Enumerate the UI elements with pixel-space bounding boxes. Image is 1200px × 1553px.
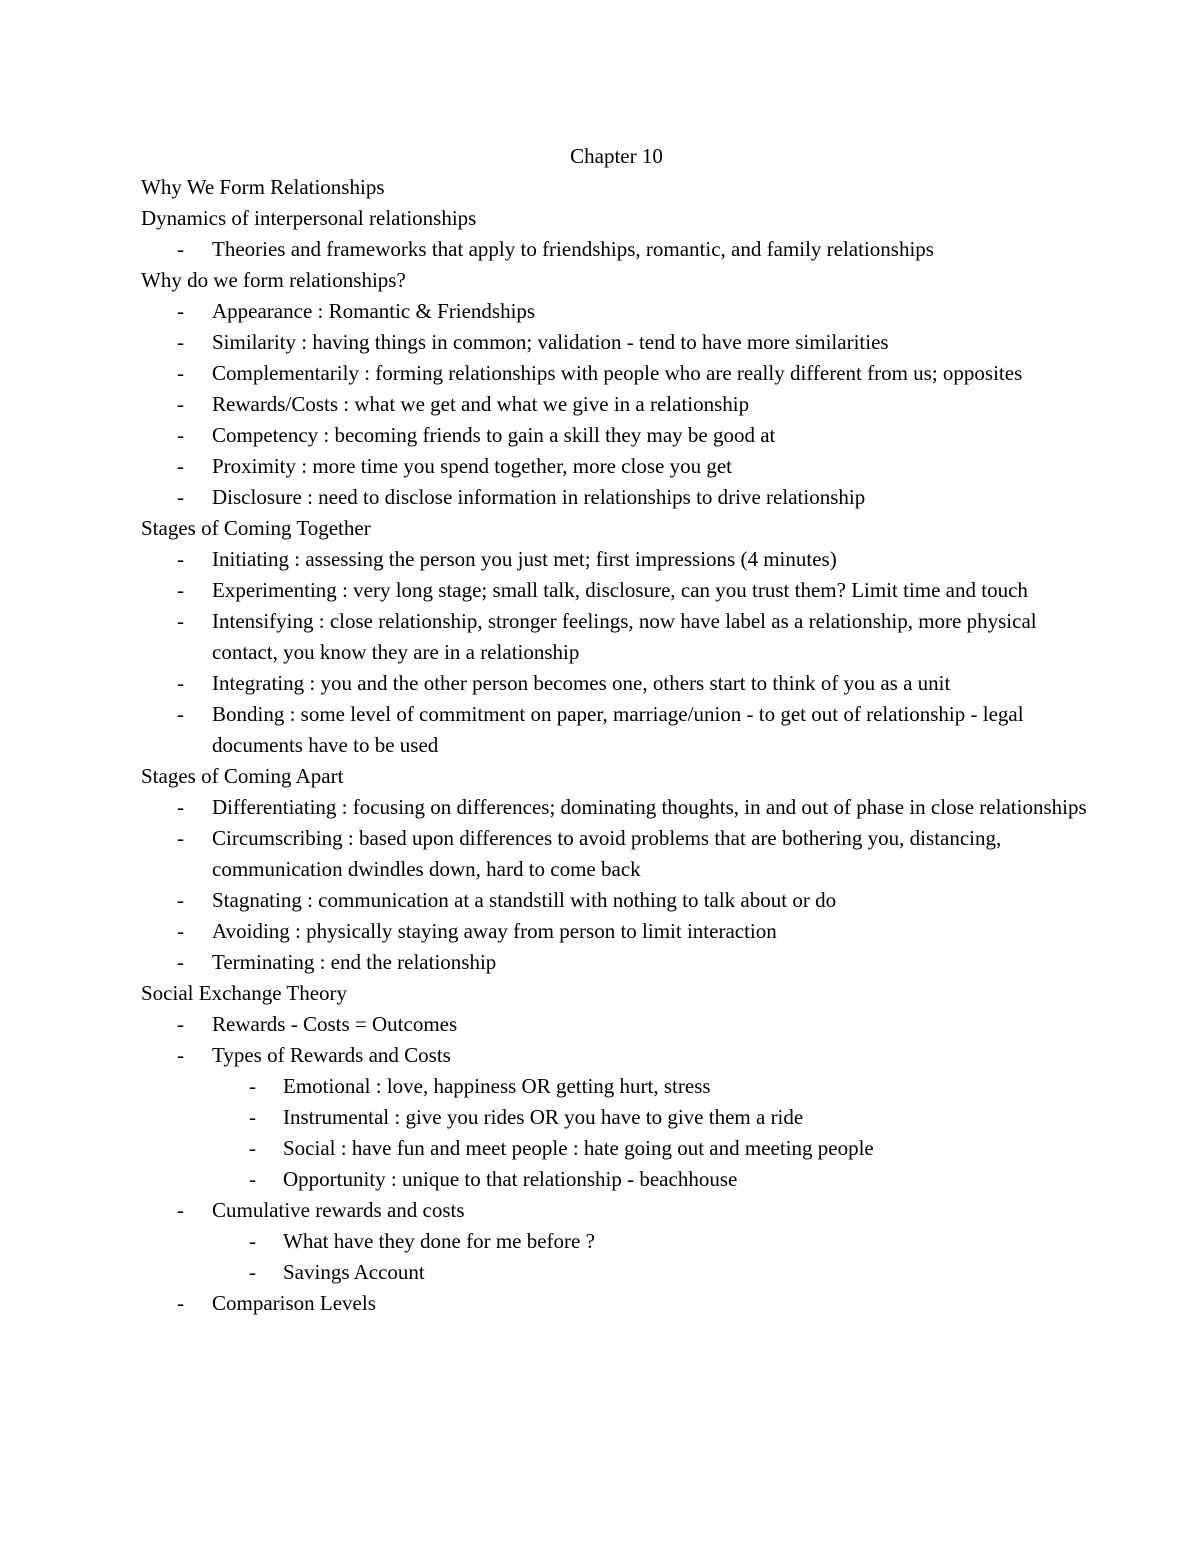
nested-list-item (141, 1226, 1100, 1257)
list-item (141, 327, 1100, 358)
list-item-text: Rewards - Costs = Outcomes (212, 1012, 458, 1036)
section-heading: Why do we form relationships? (141, 268, 406, 292)
list-item (141, 885, 1100, 916)
nested-list-item-text: Social : have fun and meet people : hate going out and meeting people (283, 1136, 874, 1160)
list-item-text: Comparison Levels (212, 1291, 376, 1315)
list-item-text: Rewards/Costs : what we get and what we give in a relationship (212, 392, 750, 416)
list-item (141, 699, 1100, 761)
dash-bullet: - (177, 392, 184, 416)
dash-bullet: - (177, 330, 184, 354)
list-item (141, 482, 1100, 513)
nested-list-item (141, 1102, 1100, 1133)
list-item-text: Circumscribing : based upon differences to avoid problems that are bothering you, distancing, communication dwindles down, hard to come back (212, 826, 1002, 881)
list-item-text: Stagnating : communication at a standstill with nothing to talk about or do (212, 888, 837, 912)
bullet-list (141, 296, 1100, 513)
list-item-text: Differentiating : focusing on differences; dominating thoughts, in and out of phase in close relationships (212, 795, 1087, 819)
list-item (141, 792, 1100, 823)
list-item-text: Appearance : Romantic & Friendships (212, 299, 536, 323)
section-heading: Why We Form Relationships (141, 175, 385, 199)
dash-bullet: - (177, 1012, 184, 1036)
nested-list-item-text: Savings Account (283, 1260, 425, 1284)
dash-bullet: - (177, 795, 184, 819)
dash-bullet: - (249, 1105, 256, 1129)
dash-bullet: - (177, 950, 184, 974)
nested-list-item (141, 1164, 1100, 1195)
list-item-text: Competency : becoming friends to gain a skill they may be good at (212, 423, 776, 447)
list-item (141, 389, 1100, 420)
dash-bullet: - (177, 299, 184, 323)
dash-bullet: - (177, 423, 184, 447)
list-item-text: Bonding : some level of commitment on paper, marriage/union - to get out of relationship - legal documents have to be used (212, 702, 1024, 757)
list-item (141, 544, 1100, 575)
dash-bullet: - (177, 702, 184, 726)
dash-bullet: - (249, 1074, 256, 1098)
list-item-text: Integrating : you and the other person becomes one, others start to think of you as a unit (212, 671, 951, 695)
dash-bullet: - (249, 1136, 256, 1160)
dash-bullet: - (249, 1260, 256, 1284)
list-item (141, 1040, 1100, 1071)
dash-bullet: - (249, 1229, 256, 1253)
list-item (141, 1009, 1100, 1040)
nested-list-item (141, 1071, 1100, 1102)
nested-list-item-text: Instrumental : give you rides OR you have to give them a ride (283, 1105, 804, 1129)
list-item-text: Disclosure : need to disclose information in relationships to drive relationship (212, 485, 866, 509)
list-item (141, 606, 1100, 668)
list-item-text: Proximity : more time you spend together, more close you get (212, 454, 732, 478)
dash-bullet: - (177, 671, 184, 695)
bullet-list (141, 234, 1100, 265)
list-item (141, 1195, 1100, 1226)
dash-bullet: - (177, 237, 184, 261)
dash-bullet: - (177, 454, 184, 478)
page-title: Chapter 10 (570, 144, 663, 168)
nested-bullet-list (141, 1071, 1100, 1195)
dash-bullet: - (177, 826, 184, 850)
dash-bullet: - (177, 1043, 184, 1067)
list-item (141, 1288, 1100, 1319)
nested-list-item-text: Emotional : love, happiness OR getting hurt, stress (283, 1074, 711, 1098)
list-item-text: Cumulative rewards and costs (212, 1198, 465, 1222)
dash-bullet: - (177, 888, 184, 912)
dash-bullet: - (177, 1291, 184, 1315)
dash-bullet: - (249, 1167, 256, 1191)
dash-bullet: - (177, 919, 184, 943)
bullet-list (141, 544, 1100, 761)
list-item-text: Avoiding : physically staying away from person to limit interaction (212, 919, 777, 943)
dash-bullet: - (177, 578, 184, 602)
bullet-list (141, 792, 1100, 978)
nested-list-item-text: Opportunity : unique to that relationship - beachhouse (283, 1167, 738, 1191)
list-item-text: Experimenting : very long stage; small talk, disclosure, can you trust them? Limit time and touch (212, 578, 1028, 602)
dash-bullet: - (177, 485, 184, 509)
list-item-text: Theories and frameworks that apply to friendships, romantic, and family relationships (212, 237, 934, 261)
list-item (141, 451, 1100, 482)
list-item-text: Terminating : end the relationship (212, 950, 497, 974)
dash-bullet: - (177, 361, 184, 385)
list-item (141, 916, 1100, 947)
list-item (141, 420, 1100, 451)
list-item-text: Similarity : having things in common; validation - tend to have more similarities (212, 330, 889, 354)
list-item (141, 234, 1100, 265)
list-item-text: Complementarily : forming relationships with people who are really different from us; opposites (212, 361, 1023, 385)
list-item (141, 358, 1100, 389)
list-item (141, 947, 1100, 978)
bullet-list (141, 1009, 1100, 1319)
section-heading: Dynamics of interpersonal relationships (141, 206, 477, 230)
nested-list-item (141, 1133, 1100, 1164)
section-heading: Stages of Coming Apart (141, 764, 344, 788)
section-heading: Stages of Coming Together (141, 516, 371, 540)
nested-list-item-text: What have they done for me before ? (283, 1229, 595, 1253)
list-item (141, 823, 1100, 885)
dash-bullet: - (177, 1198, 184, 1222)
list-item-text: Types of Rewards and Costs (212, 1043, 451, 1067)
dash-bullet: - (177, 547, 184, 571)
list-item-text: Initiating : assessing the person you just met; first impressions (4 minutes) (212, 547, 837, 571)
dash-bullet: - (177, 609, 184, 633)
list-item (141, 296, 1100, 327)
list-item-text: Intensifying : close relationship, stronger feelings, now have label as a relationship, more physical contact, you know they are in a relationship (212, 609, 1037, 664)
document-body (141, 172, 1100, 1319)
list-item (141, 575, 1100, 606)
nested-list-item (141, 1257, 1100, 1288)
nested-bullet-list (141, 1226, 1100, 1288)
list-item (141, 668, 1100, 699)
section-heading: Social Exchange Theory (141, 981, 348, 1005)
